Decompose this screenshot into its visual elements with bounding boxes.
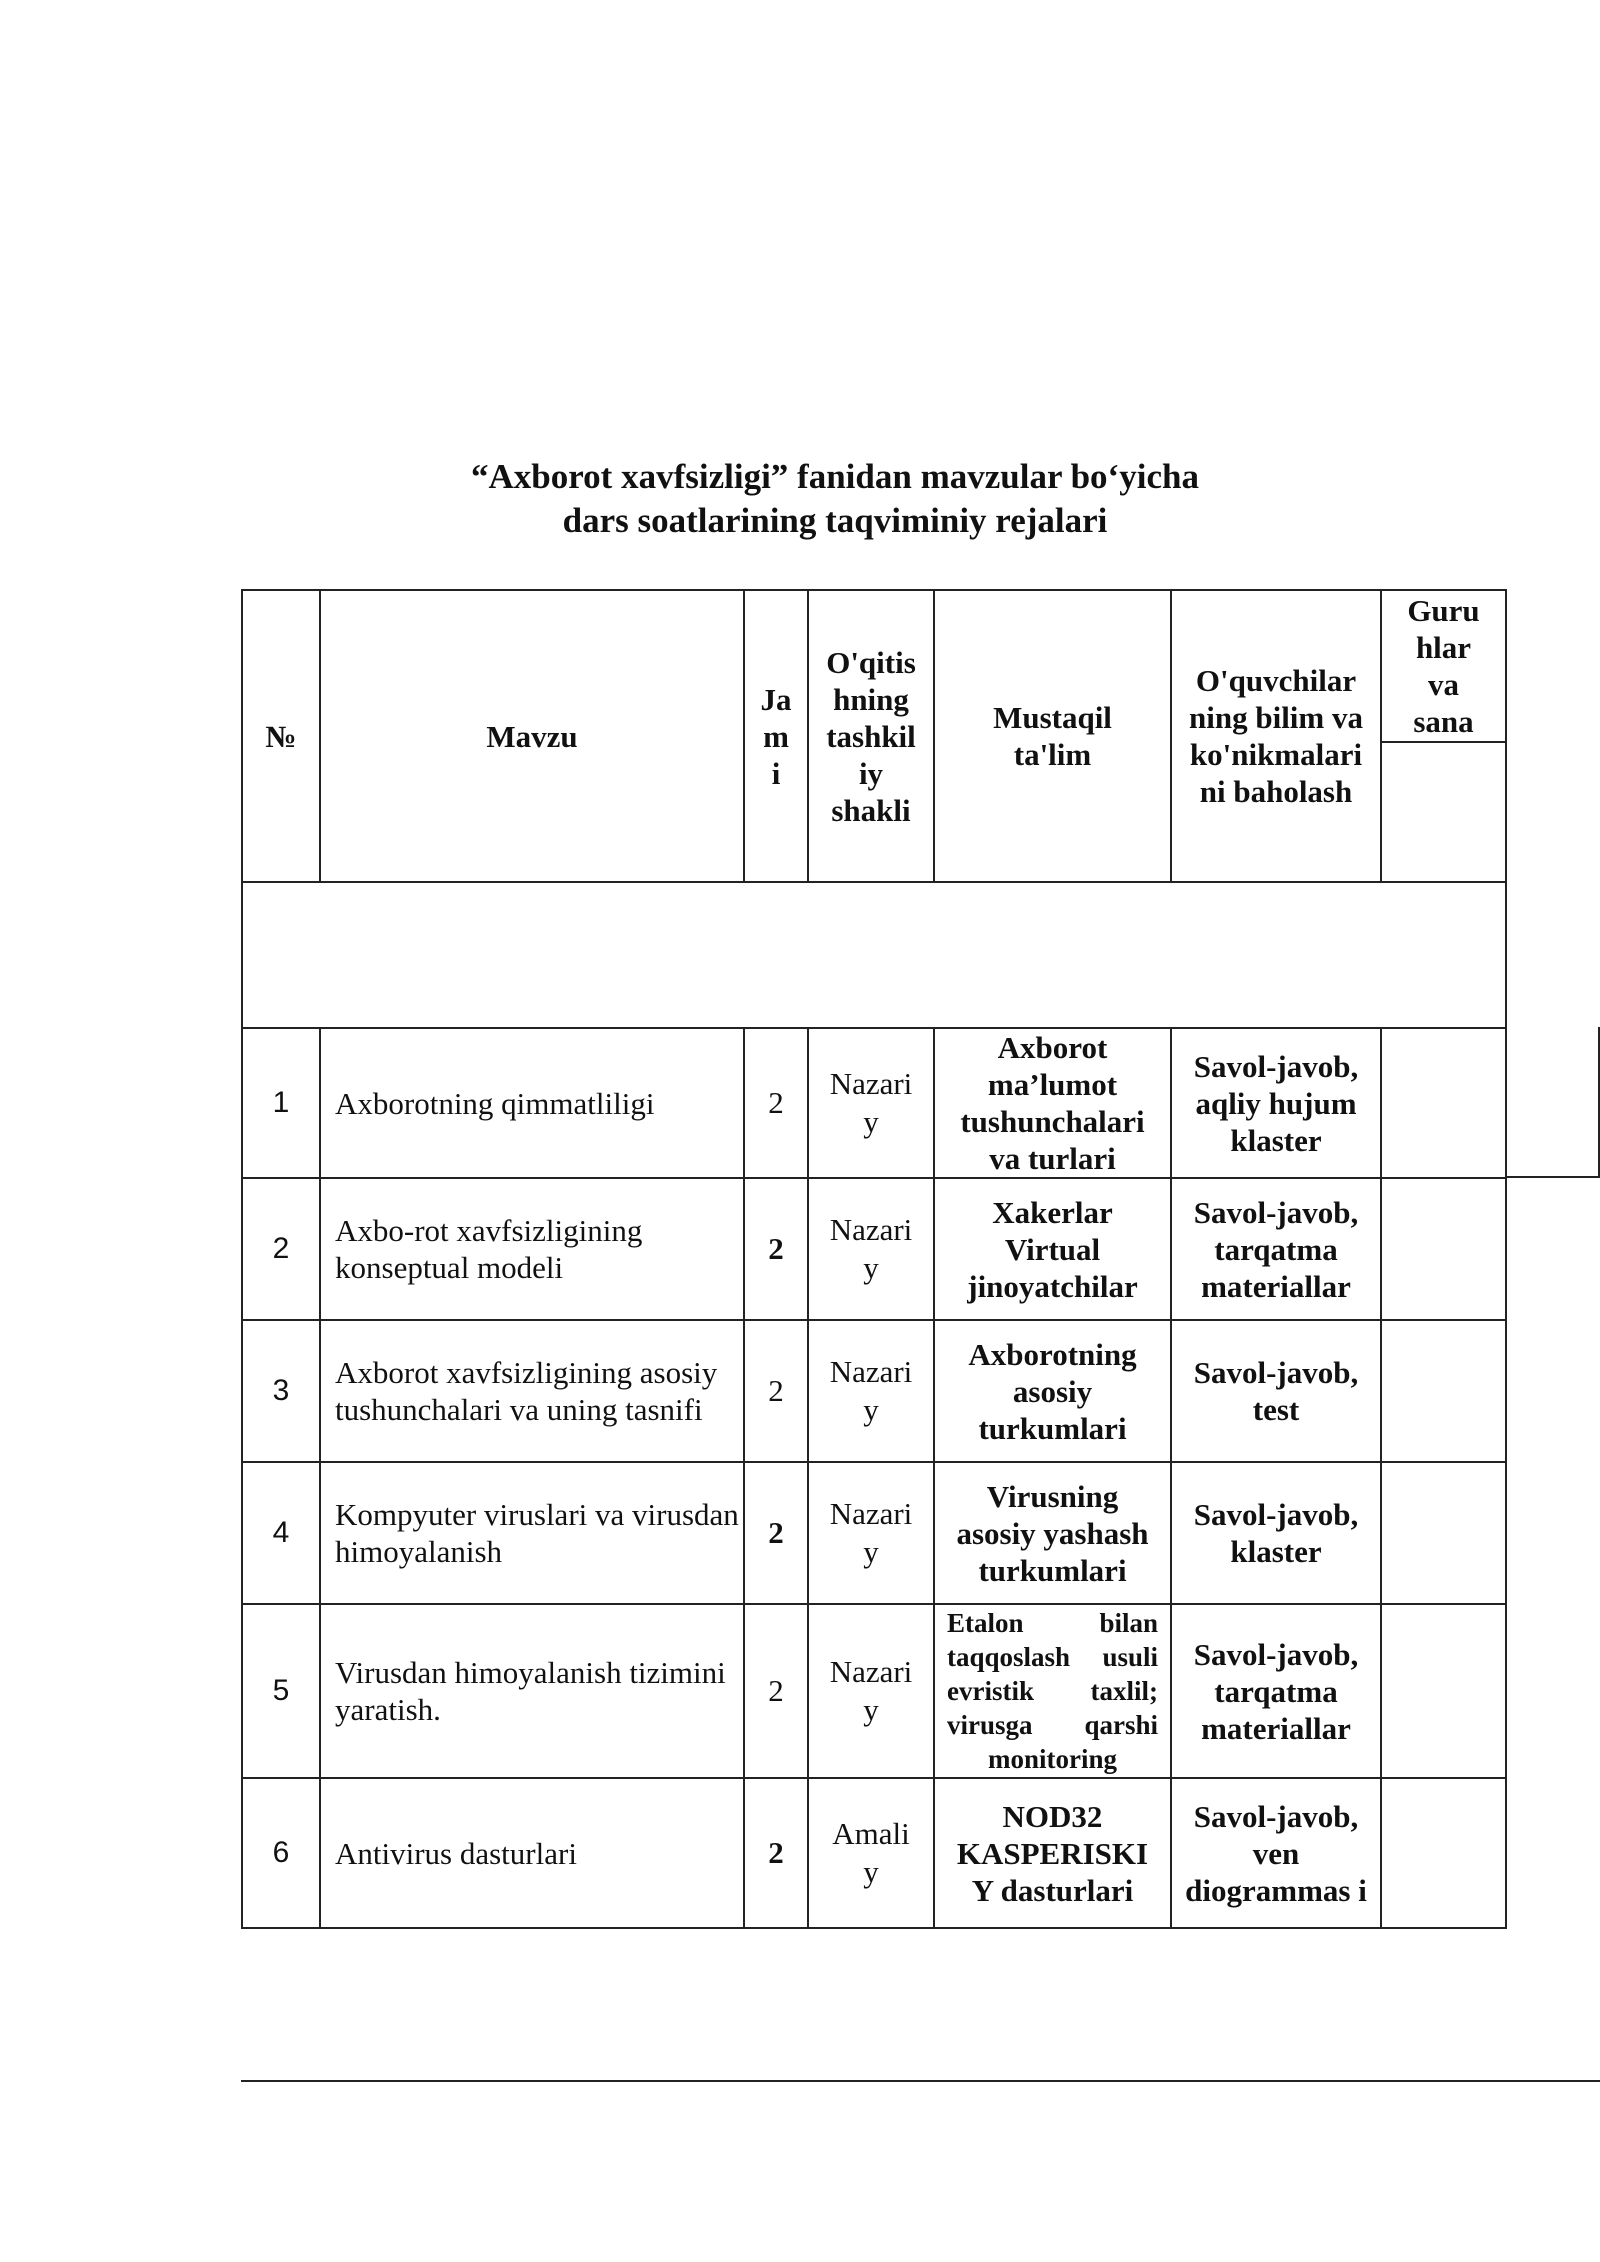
row-assessment-text: Savol-javob, ven diogrammas i: [1185, 1798, 1367, 1908]
header-topic: Mavzu: [320, 590, 744, 882]
row-form: [808, 1778, 934, 1928]
row-self-study-text: NOD32 KASPERISKI Y dasturlari: [956, 1798, 1149, 1908]
row-self-study-text: Axborotning asosiy turkumlari: [968, 1336, 1137, 1446]
row-assessment: [1171, 1178, 1381, 1320]
row-form: [808, 1028, 934, 1178]
row-topic: Antivirus dasturlari: [320, 1778, 744, 1928]
row-self-study-text: Axborot ma’lumot tushunchalari va turlari: [960, 1030, 1145, 1176]
row-topic: Axbo-rot xavfsizligining konseptual modeli: [320, 1178, 744, 1320]
header-form: [808, 590, 934, 882]
row-self-study: [934, 1320, 1171, 1462]
table-row: [242, 1604, 1506, 1778]
header-total-text: Ja m i: [760, 681, 792, 791]
row-form-text: Nazari y: [829, 1354, 913, 1427]
table-row: [242, 1178, 1506, 1320]
table-row: [242, 1778, 1506, 1928]
lesson-plan-table: [241, 589, 1507, 1929]
table-row: [242, 1320, 1506, 1462]
table-edge-stub-horizontal: [1505, 1176, 1600, 1178]
title-line-1: “Axborot xavfsizligi” fanidan mavzular bo‘yicha: [471, 457, 1199, 496]
row-topic: Axborotning qimmatliligi: [320, 1028, 744, 1178]
row-hours: 2: [744, 1028, 808, 1178]
row-num: 6: [242, 1778, 320, 1928]
header-groups-label-cell: [1382, 591, 1505, 743]
header-assessment: [1171, 590, 1381, 882]
row-groups: [1381, 1462, 1506, 1604]
row-assessment-text: Savol-javob, test: [1193, 1355, 1359, 1427]
row-num: 3: [242, 1320, 320, 1462]
row-groups: [1381, 1604, 1506, 1778]
row-form-text: Amali y: [832, 1816, 910, 1889]
row-assessment: [1171, 1778, 1381, 1928]
row-groups: [1381, 1778, 1506, 1928]
row-hours: 2: [744, 1178, 808, 1320]
row-hours: 2: [744, 1320, 808, 1462]
row-assessment: [1171, 1604, 1381, 1778]
header-total: [744, 590, 808, 882]
row-groups: [1381, 1178, 1506, 1320]
row-assessment-text: Savol-javob, tarqatma materiallar: [1193, 1636, 1359, 1746]
row-self-study-text: Xakerlar Virtual jinoyatchilar: [967, 1194, 1138, 1304]
header-num: №: [242, 590, 320, 882]
header-groups-text: Guru hlar va sana: [1407, 593, 1480, 739]
row-assessment: [1171, 1320, 1381, 1462]
header-self-study: [934, 590, 1171, 882]
row-hours: 2: [744, 1604, 808, 1778]
blank-cell: [242, 882, 1506, 1028]
row-topic: Virusdan himoyalanish tizimini yaratish.: [320, 1604, 744, 1778]
row-assessment: [1171, 1462, 1381, 1604]
row-self-study: [934, 1462, 1171, 1604]
row-num: 5: [242, 1604, 320, 1778]
row-num: 4: [242, 1462, 320, 1604]
row-topic: Kompyuter viruslari va virusdan himoyalanish: [320, 1462, 744, 1604]
row-form-text: Nazari y: [829, 1212, 913, 1285]
row-form-text: Nazari y: [829, 1496, 913, 1569]
footer-rule: [241, 2080, 1600, 2082]
row-assessment-text: Savol-javob, tarqatma materiallar: [1193, 1194, 1359, 1304]
document-title: [240, 455, 1430, 543]
table-row: [242, 1028, 1506, 1178]
row-self-study: [934, 1178, 1171, 1320]
row-self-study: Etalon bilan taqqoslash usuli evristik taxlil; virusga qarshi monitoring: [934, 1604, 1171, 1778]
row-form: [808, 1604, 934, 1778]
row-self-study: [934, 1778, 1171, 1928]
row-form-text: Nazari y: [829, 1654, 913, 1727]
row-self-study: [934, 1028, 1171, 1178]
header-assessment-text: O'quvchilar ning bilim va ko'nikmalari ni baholash: [1189, 663, 1363, 809]
row-assessment-text: Savol-javob, aqliy hujum klaster: [1193, 1048, 1359, 1158]
header-row: [242, 590, 1506, 882]
row-groups: [1381, 1028, 1506, 1178]
row-assessment-text: Savol-javob, klaster: [1193, 1497, 1359, 1569]
table-row: [242, 1462, 1506, 1604]
header-groups: [1381, 590, 1506, 882]
row-groups: [1381, 1320, 1506, 1462]
row-form-text: Nazari y: [829, 1066, 913, 1139]
header-form-text: O'qitis hning tashkil iy shakli: [826, 644, 916, 828]
blank-row: [242, 882, 1506, 1028]
row-form: [808, 1462, 934, 1604]
row-form: [808, 1320, 934, 1462]
title-line-2: dars soatlarining taqviminiy rejalari: [562, 501, 1108, 540]
row-hours: 2: [744, 1778, 808, 1928]
row-num: 2: [242, 1178, 320, 1320]
row-hours: 2: [744, 1462, 808, 1604]
row-form: [808, 1178, 934, 1320]
row-num: 1: [242, 1028, 320, 1178]
row-self-study-text: Virusning asosiy yashash turkumlari: [956, 1478, 1149, 1588]
header-self-study-text: Mustaqil ta'lim: [993, 700, 1112, 772]
row-assessment: [1171, 1028, 1381, 1178]
row-topic: Axborot xavfsizligining asosiy tushunchalari va uning tasnifi: [320, 1320, 744, 1462]
